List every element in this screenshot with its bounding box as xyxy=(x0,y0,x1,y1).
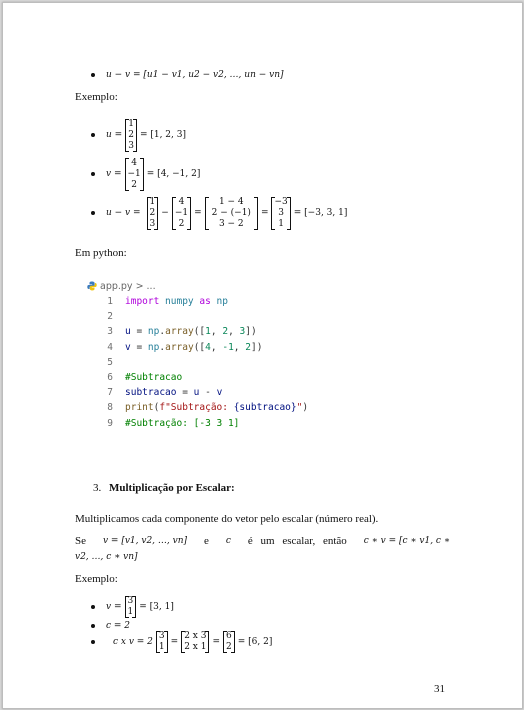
u-lhs: u = xyxy=(106,130,123,140)
code-token: np xyxy=(147,341,160,353)
product-result-matrix xyxy=(223,631,235,653)
difference-rhs: = [−3, 3, 1] xyxy=(293,208,348,218)
definition-text: e xyxy=(204,535,209,547)
v-matrix-cell: 2 xyxy=(131,179,137,190)
line-number: 9 xyxy=(107,417,113,429)
matrix-cell: 6 xyxy=(226,631,232,641)
difference-lhs: u − v = xyxy=(106,208,141,218)
bullet xyxy=(91,624,95,628)
page-number: 31 xyxy=(434,683,445,695)
code-line xyxy=(85,370,385,385)
code-token: ( xyxy=(153,402,160,414)
product-lhs: c x v = 2 xyxy=(113,637,153,647)
v-matrix-cell: −1 xyxy=(127,168,141,179)
difference-result-matrix xyxy=(271,197,290,230)
section-number: 3. xyxy=(93,482,102,494)
matrix-cell: 1 xyxy=(158,642,165,652)
matrix-cell: 3 xyxy=(149,218,156,229)
matrix-cell: 2 − (−1) xyxy=(211,207,251,218)
code-comment: #Subtracao xyxy=(125,372,183,384)
bullet xyxy=(91,133,95,137)
difference-expr-matrix xyxy=(205,197,258,230)
code-token: . xyxy=(159,326,166,338)
difference-u-matrix xyxy=(147,197,159,230)
tab-breadcrumb-rest: > ... xyxy=(135,280,156,292)
code-token: array xyxy=(165,341,194,353)
subtraction-formula xyxy=(106,68,284,82)
bullet xyxy=(91,211,95,215)
v-lhs: v = xyxy=(106,169,122,179)
code-token: ]) xyxy=(245,326,257,338)
line-number: 3 xyxy=(107,326,113,338)
code-token: , xyxy=(210,326,223,338)
code-token: array xyxy=(165,326,194,338)
equals-sign: = xyxy=(260,208,269,218)
code-token: np xyxy=(210,296,228,308)
code-token: = xyxy=(130,326,148,338)
product-rhs: = [6, 2] xyxy=(237,637,273,647)
equals-sign: = xyxy=(170,637,179,647)
line-number: 8 xyxy=(107,402,113,414)
formula-text: u − v = [u1 − v1, u2 − v2, …, un − vn] xyxy=(106,70,284,80)
code-token: f"Subtração: xyxy=(159,402,234,414)
em-python-label: Em python: xyxy=(75,247,127,259)
definition-math: v = [v1, v2, …, vn] xyxy=(102,536,188,546)
code-token: u xyxy=(125,326,131,338)
section-title: Multiplicação por Escalar: xyxy=(109,482,235,494)
u-rhs: = [1, 2, 3] xyxy=(139,130,186,140)
code-line xyxy=(85,416,385,431)
paragraph-intro: Multiplicamos cada componente do vetor pelo escalar (número real). xyxy=(75,513,379,525)
definition-math-continued: v2, …, c ∗ vn] xyxy=(75,552,138,562)
code-token: , xyxy=(228,326,240,338)
definition-math: c xyxy=(225,536,231,546)
matrix-cell: 1 xyxy=(278,218,284,229)
matrix-cell: 2 xyxy=(178,218,185,229)
matrix-cell: 1 xyxy=(127,607,134,617)
code-line xyxy=(85,309,385,324)
code-token: ([ xyxy=(193,341,206,353)
line-number: 6 xyxy=(107,372,113,384)
u-matrix xyxy=(125,119,137,152)
matrix-cell: 2 xyxy=(226,642,232,652)
document-page xyxy=(2,2,523,709)
matrix-cell: 1 − 4 xyxy=(218,196,244,207)
matrix-cell: 4 xyxy=(178,196,185,207)
code-token: import xyxy=(125,296,160,308)
code-token: 2 xyxy=(245,341,251,353)
line-number: 5 xyxy=(107,356,113,368)
matrix-cell: 3 xyxy=(158,631,165,641)
v-rhs: = [3, 1] xyxy=(139,602,174,612)
code-token: as xyxy=(199,296,211,308)
bullet xyxy=(91,605,95,609)
code-token: = xyxy=(176,387,194,399)
code-token: v xyxy=(216,387,223,399)
code-token: u xyxy=(193,387,200,399)
matrix-cell: 3 xyxy=(127,596,134,606)
code-token: " xyxy=(296,402,303,414)
code-token: print xyxy=(125,402,154,414)
line-number: 2 xyxy=(107,311,113,323)
python-file-icon xyxy=(87,281,97,291)
code-token: , xyxy=(233,341,246,353)
code-token: v xyxy=(125,341,131,353)
bullet xyxy=(91,73,95,77)
tab-filename[interactable]: app.py xyxy=(100,280,133,292)
code-line xyxy=(85,324,385,339)
line-number: 7 xyxy=(107,387,113,399)
matrix-cell: 2 x 3 xyxy=(184,631,207,641)
code-token: 3 xyxy=(239,326,246,338)
code-token: 1 xyxy=(205,326,211,338)
code-line xyxy=(85,385,385,400)
code-token: np xyxy=(147,326,160,338)
difference-equation xyxy=(106,195,347,231)
v-matrix-cell: 4 xyxy=(131,157,137,168)
v-lhs: v = xyxy=(106,602,122,612)
scalar-c-equation: c = 2 xyxy=(106,621,131,631)
code-comment: #Subtração: [-3 3 1] xyxy=(125,417,240,429)
code-token: ([ xyxy=(193,326,206,338)
difference-v-matrix xyxy=(172,197,191,230)
v-rhs: = [4, −1, 2] xyxy=(146,169,201,179)
line-number: 4 xyxy=(107,341,113,353)
v-vector-equation xyxy=(106,156,200,192)
definition-math: c ∗ v = [c ∗ v1, c ∗ xyxy=(363,536,450,546)
product-expr-matrix xyxy=(181,631,209,653)
code-token: numpy xyxy=(159,296,200,308)
matrix-cell: −3 xyxy=(274,196,288,207)
scalar-product-equation xyxy=(113,629,272,655)
code-line xyxy=(85,294,385,309)
editor-tab-breadcrumb xyxy=(87,278,385,294)
code-line xyxy=(85,355,385,370)
code-token: -1 xyxy=(222,341,234,353)
code-token: , xyxy=(210,341,223,353)
v-matrix xyxy=(125,158,144,191)
code-token: subtracao xyxy=(125,387,177,399)
v-matrix xyxy=(125,596,137,618)
code-token: {subtracao} xyxy=(233,402,297,414)
matrix-cell: 1 xyxy=(149,196,156,207)
u-matrix-cell: 1 xyxy=(128,118,134,129)
example-label: Exemplo: xyxy=(75,91,118,103)
code-line xyxy=(85,340,385,355)
definition-text: é um escalar, então xyxy=(247,535,347,547)
paragraph-definition xyxy=(75,534,450,548)
code-token: . xyxy=(159,341,166,353)
matrix-cell: 3 − 2 xyxy=(218,218,244,229)
equals-sign: = xyxy=(212,637,220,647)
equals-sign: = xyxy=(194,208,202,218)
code-line xyxy=(85,400,385,415)
scalar-v-equation xyxy=(106,594,174,620)
line-number: 1 xyxy=(107,296,113,308)
product-v-matrix xyxy=(156,631,168,653)
matrix-cell: 3 xyxy=(278,207,284,218)
matrix-cell: −1 xyxy=(174,207,189,218)
u-vector-equation xyxy=(106,117,186,153)
matrix-cell: 2 xyxy=(149,207,156,218)
code-token: ) xyxy=(302,402,309,414)
u-matrix-cell: 3 xyxy=(128,140,134,151)
code-token: - xyxy=(199,387,217,399)
code-token: 2 xyxy=(222,326,229,338)
u-matrix-cell: 2 xyxy=(128,129,134,140)
minus-sign: − xyxy=(161,208,169,218)
example-label: Exemplo: xyxy=(75,573,118,585)
code-block xyxy=(85,278,385,431)
bullet xyxy=(91,172,95,176)
bullet xyxy=(91,640,95,644)
definition-text: Se xyxy=(75,535,86,547)
matrix-cell: 2 x 1 xyxy=(184,642,207,652)
code-token: = xyxy=(130,341,148,353)
code-token: 4 xyxy=(205,341,211,353)
code-token: ]) xyxy=(250,341,263,353)
